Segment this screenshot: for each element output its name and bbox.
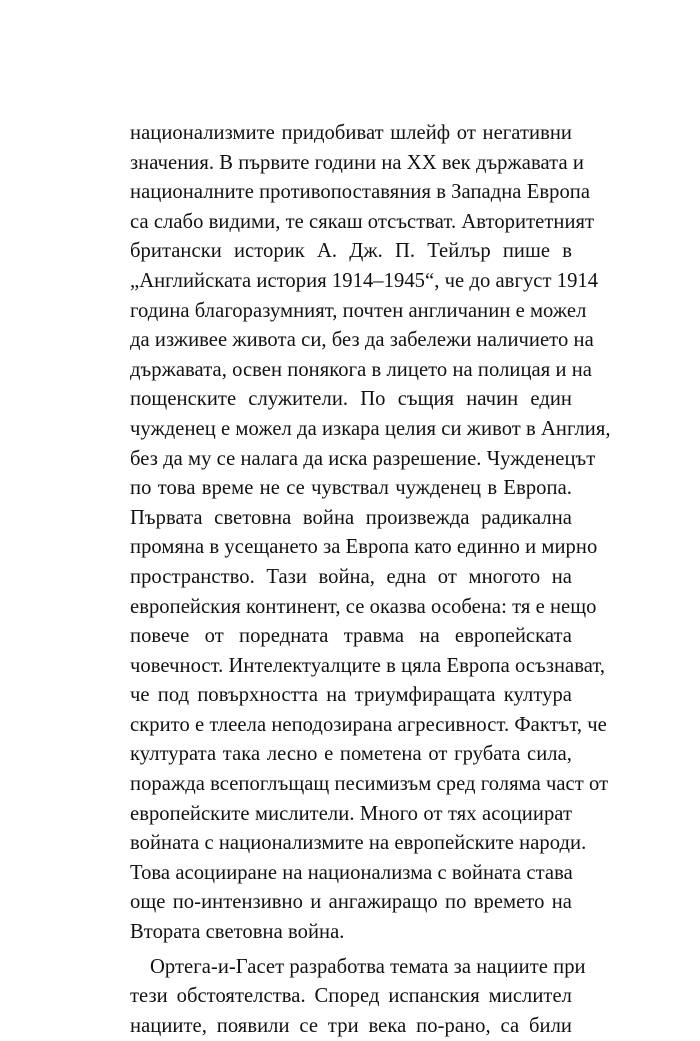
text-line: пространство. Тази война, една от многото на xyxy=(130,565,572,588)
text-line: повече от поредната травма на европейската xyxy=(130,625,572,648)
text-line: да изживее живота си, без да забележи наличието на xyxy=(130,329,594,352)
text-line: Първата световна война произвежда радикална xyxy=(130,506,572,529)
text-line: са слабо видими, те сякаш отсъстват. Авторитетният xyxy=(130,210,595,233)
text-line: значения. В първите години на XX век държавата и xyxy=(130,151,584,174)
text-line: европейския континент, се оказва особена: тя е нещо xyxy=(130,595,597,618)
text-line: промяна в усещането за Европа като единно и мирно xyxy=(130,536,598,559)
text-line: Втората световна война. xyxy=(130,921,345,944)
body-text xyxy=(130,119,611,1041)
text-line: културата така лесно е пометена от грубата сила, xyxy=(130,743,572,766)
text-line: „Английската история 1914–1945“, че до август 1914 xyxy=(130,269,599,292)
text-line: без да му се налага да иска разрешение. Чужденецът xyxy=(130,447,596,470)
text-line: година благоразумният, почтен англичанин е можел xyxy=(130,299,587,322)
text-line: човечност. Интелектуалците в цяла Европа осъзнават, xyxy=(130,654,606,677)
text-line: че под повърхността на триумфиращата култура xyxy=(130,684,572,707)
text-line: пощенските служители. По същия начин един xyxy=(130,388,572,411)
text-line: скрито е тлеела неподозирана агресивност. Фактът, че xyxy=(130,713,607,736)
text-line: нациите, появили се три века по-рано, са били xyxy=(130,1014,572,1037)
text-line: още по-интензивно и ангажиращо по времето на xyxy=(130,891,572,914)
text-line: националните противопоставяния в Западна Европа xyxy=(130,181,591,204)
text-line: поражда всепоглъщащ песимизъм сред голяма част от xyxy=(130,773,609,796)
text-line: Ортега-и-Гасет разработва темата за нациите при xyxy=(150,955,586,978)
paragraph-2 xyxy=(130,953,586,1041)
text-line: по това време не се чувствал чужденец в Европа. xyxy=(130,477,572,500)
text-line: държавата, освен понякога в лицето на полицая и на xyxy=(130,358,592,381)
text-line: чужденец е можел да изкара целия си живот в Англия, xyxy=(130,417,611,440)
text-line: национализмите придобиват шлейф от негативни xyxy=(130,122,572,144)
text-line: британски историк А. Дж. П. Тейлър пише в xyxy=(130,240,572,263)
text-line: тези обстоятелства. Според испанския мислител xyxy=(130,985,572,1008)
text-line: Това асоцииране на национализма с войната става xyxy=(130,861,573,884)
text-line: войната с национализмите на европейските народи. xyxy=(130,832,587,855)
text-line: европейските мислители. Много от тях асоциират xyxy=(130,802,572,825)
paragraph-1 xyxy=(130,119,611,948)
